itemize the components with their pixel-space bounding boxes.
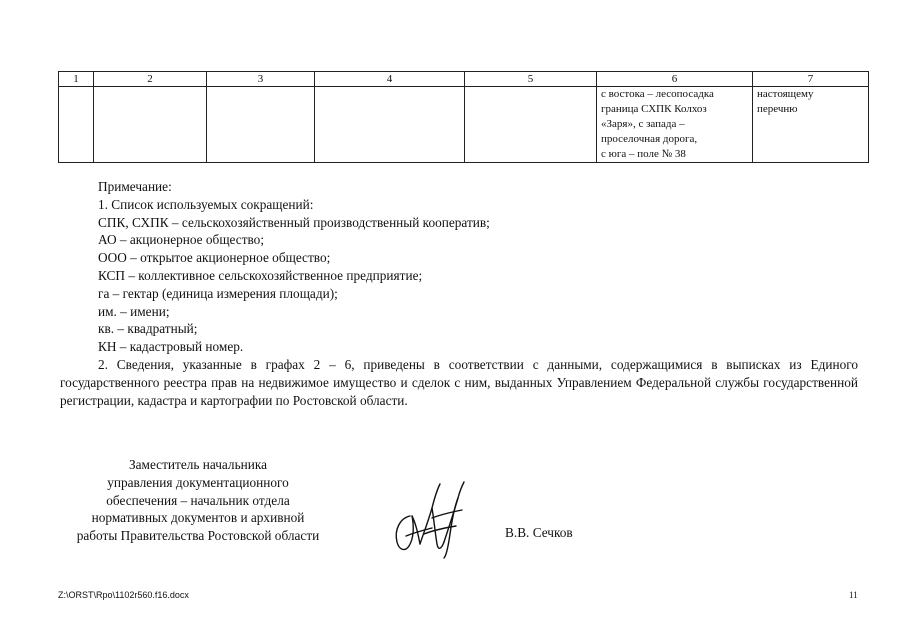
notes-heading: Примечание: (98, 179, 172, 194)
title-line: Заместитель начальника (128, 457, 268, 472)
cell-line: граница СХПК Колхоз (601, 103, 707, 115)
column-header: 6 (597, 72, 753, 87)
table-cell (465, 87, 597, 163)
abbreviation-line: га – гектар (единица измерения площади); (98, 285, 338, 301)
abbreviation-line: КН – кадастровый номер. (98, 339, 244, 355)
cell-line: перечню (757, 103, 798, 115)
column-header: 4 (315, 72, 465, 87)
column-header: 1 (59, 72, 94, 87)
table-cell (94, 87, 207, 163)
cell-line: проселочная дорога, (601, 133, 698, 145)
column-header: 5 (465, 72, 597, 87)
table-cell-boundaries (597, 87, 753, 163)
cell-line: «Заря», с запада – (601, 118, 685, 130)
title-line: нормативных документов и архивной (91, 510, 305, 526)
abbreviation-line: им. – имени; (98, 303, 170, 319)
table-row (59, 87, 869, 163)
abbreviation-line: кв. – квадратный; (98, 321, 198, 337)
table-header-row (59, 72, 869, 87)
signatory-name: В.В. Сечков (505, 525, 573, 540)
cell-line: с востока – лесопосадка (601, 88, 714, 100)
title-line: управления документационного (107, 474, 289, 490)
notes-section (60, 178, 858, 409)
title-line: работы Правительства Ростовской области (76, 528, 320, 544)
column-header: 3 (207, 72, 315, 87)
notes-item-1: 1. Список используемых сокращений: (98, 196, 314, 212)
column-header: 7 (753, 72, 869, 87)
handwritten-signature-icon (388, 478, 470, 560)
table-cell (59, 87, 94, 163)
table-cell (315, 87, 465, 163)
title-line: обеспечения – начальник отдела (106, 492, 290, 508)
data-table (58, 71, 869, 163)
abbreviation-line: КСП – коллективное сельскохозяйственное предприятие; (98, 267, 423, 283)
abbreviation-line: ООО – открытое акционерное общество; (98, 250, 331, 266)
table-cell (207, 87, 315, 163)
abbreviation-line: СПК, СХПК – сельскохозяйственный производственный кооператив; (98, 214, 490, 230)
cell-line: с юга – поле № 38 (601, 148, 686, 160)
column-header: 2 (94, 72, 207, 87)
page-number: 11 (849, 590, 858, 600)
table-cell-reference (753, 87, 869, 163)
signatory-title (58, 456, 338, 545)
file-path: Z:\ORST\Rpo\1102r560.f16.docx (58, 590, 189, 600)
abbreviation-line: АО – акционерное общество; (98, 232, 265, 248)
cell-line: настоящему (757, 88, 814, 100)
notes-item-2: 2. Сведения, указанные в графах 2 – 6, приведены в соответствии с данными, содержащимися в выписках из Единого государственного реестра прав на недвижимое имущество и сделок с ним, выданных Управлением Федеральной службы государственной регистрации, кадастра и картографии по Ростовской области. (60, 356, 858, 408)
